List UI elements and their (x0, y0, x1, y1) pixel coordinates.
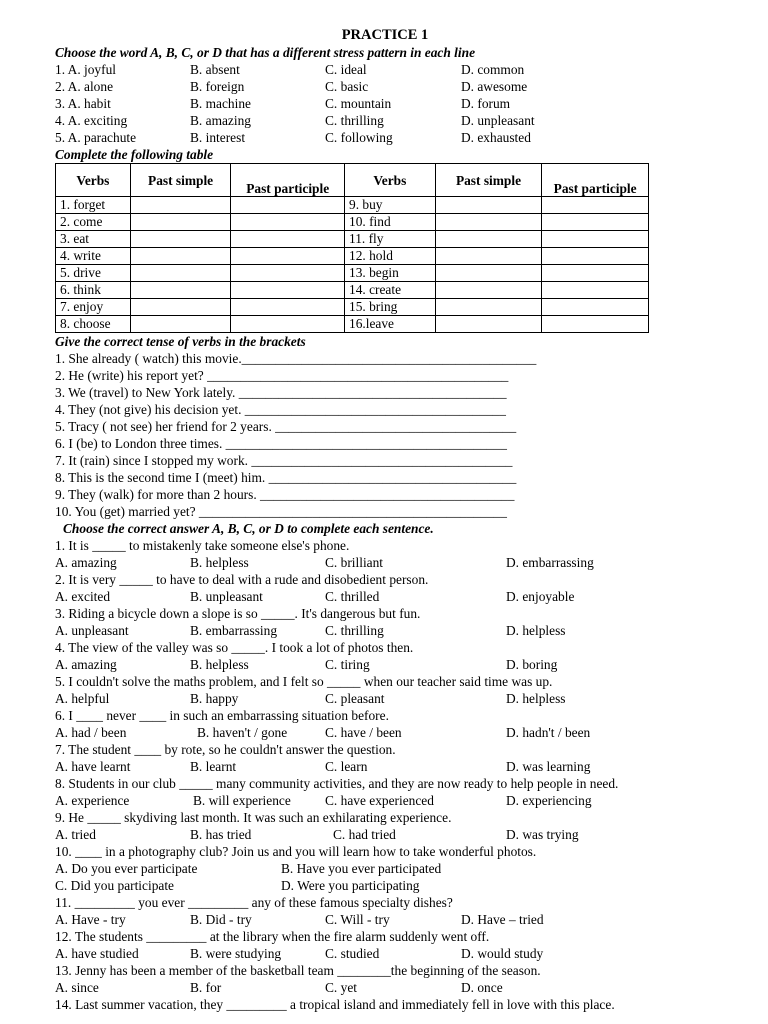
question-text: 10. You (get) married yet? ______________________________________________ (55, 504, 507, 519)
question-text: 7. It (rain) since I stopped my work. _______________________________________ (55, 453, 513, 468)
option: D. was trying (506, 827, 579, 842)
question-text: 8. This is the second time I (meet) him. _____________________________________ (55, 470, 517, 485)
table-cell-blank (130, 299, 231, 316)
table-cell-blank (130, 282, 231, 299)
option: A. amazing (55, 555, 117, 570)
answer-question-list (55, 537, 715, 843)
question-text: 7. The student ____ by rote, so he couldn't answer the question. (55, 742, 396, 757)
option: D. helpless (506, 691, 566, 706)
question-text: 8. Students in our club _____ many community activities, and they are now ready to help people in need. (55, 776, 619, 791)
option: A. had / been (55, 725, 127, 740)
option: A. helpful (55, 691, 110, 706)
option: D. embarrassing (506, 555, 594, 570)
option: D. enjoyable (506, 589, 575, 604)
tense-question-list (55, 350, 715, 520)
table-row (56, 231, 649, 248)
table-cell-verb: 15. bring (345, 299, 436, 316)
option: C. thrilling (325, 623, 384, 638)
question-text: 1. She already ( watch) this movie.____________________________________________ (55, 351, 537, 366)
table-cell-verb: 9. buy (345, 197, 436, 214)
option: D. would study (461, 946, 544, 961)
table-cell-blank (435, 197, 542, 214)
stress-question-row (55, 95, 715, 112)
worksheet-page (55, 26, 715, 1013)
option-row (55, 792, 715, 809)
table-cell-verb: 3. eat (56, 231, 131, 248)
page-title: PRACTICE 1 (341, 27, 429, 43)
option: C. tiring (325, 657, 370, 672)
option-row (55, 622, 715, 639)
option: C. following (325, 130, 393, 145)
table-cell-blank (231, 231, 345, 248)
option: C. Will - try (325, 912, 390, 927)
table-cell-verb: 8. choose (56, 316, 131, 333)
table-cell-blank (231, 316, 345, 333)
option: D. experiencing (506, 793, 592, 808)
option-row (55, 979, 715, 996)
table-cell-verb: 2. come (56, 214, 131, 231)
table-cell-verb: 13. begin (345, 265, 436, 282)
table-row (56, 299, 649, 316)
question-text: 4. They (not give) his decision yet. _______________________________________ (55, 402, 506, 417)
option: C. ideal (325, 62, 367, 77)
question-text: 6. I ____ never ____ in such an embarrassing situation before. (55, 708, 389, 723)
table-row (56, 316, 649, 333)
table-cell-blank (542, 197, 649, 214)
option: B. haven't / gone (197, 725, 288, 740)
table-cell-blank (231, 197, 345, 214)
table-cell-verb: 12. hold (345, 248, 436, 265)
table-cell-blank (231, 265, 345, 282)
option: D. helpless (506, 623, 566, 638)
table-header: Past participle (231, 164, 345, 197)
question-text: 2. It is very _____ to have to deal with a rude and disobedient person. (55, 572, 429, 587)
table-cell-blank (435, 299, 542, 316)
option: D. exhausted (461, 130, 531, 145)
option: 3. A. habit (55, 96, 111, 111)
option-row (55, 554, 715, 571)
table-cell-blank (435, 282, 542, 299)
section-heading-tense: Give the correct tense of verbs in the brackets (55, 334, 306, 349)
table-cell-verb: 14. create (345, 282, 436, 299)
option: A. excited (55, 589, 111, 604)
table-cell-verb: 10. find (345, 214, 436, 231)
option: B. embarrassing (190, 623, 278, 638)
table-row (56, 197, 649, 214)
option-row (55, 656, 715, 673)
option: 4. A. exciting (55, 113, 128, 128)
option: D. Were you participating (281, 878, 420, 893)
stress-question-row (55, 112, 715, 129)
question-text: 2. He (write) his report yet? _____________________________________________ (55, 368, 509, 383)
table-cell-blank (130, 248, 231, 265)
option: 2. A. alone (55, 79, 114, 94)
table-cell-blank (130, 197, 231, 214)
table-row (56, 248, 649, 265)
option: D. awesome (461, 79, 528, 94)
option-row (55, 860, 715, 877)
question-text: 6. I (be) to London three times. __________________________________________ (55, 436, 507, 451)
option-row (55, 945, 715, 962)
table-cell-verb: 1. forget (56, 197, 131, 214)
option: A. Do you ever participate (55, 861, 198, 876)
option: B. happy (190, 691, 239, 706)
question-text: 14. Last summer vacation, they _________ a tropical island and immediately fell in love with this place. (55, 997, 615, 1012)
option: C. learn (325, 759, 368, 774)
table-cell-blank (542, 214, 649, 231)
section-heading-table: Complete the following table (55, 147, 214, 162)
option: B. helpless (190, 555, 249, 570)
table-cell-blank (542, 316, 649, 333)
stress-question-row (55, 61, 715, 78)
table-row (56, 265, 649, 282)
option: C. have experienced (325, 793, 434, 808)
table-cell-blank (542, 265, 649, 282)
table-row (56, 282, 649, 299)
verb-table-header-row (56, 164, 649, 197)
option: C. thrilled (325, 589, 380, 604)
option: C. basic (325, 79, 369, 94)
table-cell-blank (542, 282, 649, 299)
option: D. was learning (506, 759, 591, 774)
option: B. amazing (190, 113, 251, 128)
option: D. boring (506, 657, 558, 672)
option: C. brilliant (325, 555, 384, 570)
option: C. mountain (325, 96, 392, 111)
table-cell-blank (542, 299, 649, 316)
stress-question-list (55, 61, 715, 146)
option-row (55, 690, 715, 707)
option: D. unpleasant (461, 113, 535, 128)
option-row (55, 877, 715, 894)
table-cell-blank (231, 248, 345, 265)
question-text: 3. We (travel) to New York lately. ________________________________________ (55, 385, 507, 400)
section-heading-stress: Choose the word A, B, C, or D that has a different stress pattern in each line (55, 45, 476, 60)
option: A. since (55, 980, 99, 995)
option: D. forum (461, 96, 511, 111)
table-header: Past simple (435, 164, 542, 197)
table-cell-verb: 4. write (56, 248, 131, 265)
table-cell-blank (130, 316, 231, 333)
table-cell-blank (435, 231, 542, 248)
table-cell-blank (130, 265, 231, 282)
option: A. have studied (55, 946, 139, 961)
question-text: 5. Tracy ( not see) her friend for 2 years. ____________________________________ (55, 419, 517, 434)
question-text: 11. _________ you ever _________ any of these famous specialty dishes? (55, 895, 453, 910)
question-text: 1. It is _____ to mistakenly take someone else's phone. (55, 538, 350, 553)
option: D. common (461, 62, 525, 77)
table-header: Past participle (542, 164, 649, 197)
table-cell-verb: 16.leave (345, 316, 436, 333)
option: B. foreign (190, 79, 245, 94)
table-cell-verb: 11. fly (345, 231, 436, 248)
option: A. unpleasant (55, 623, 129, 638)
table-cell-blank (130, 214, 231, 231)
question-text: 9. He _____ skydiving last month. It was such an exhilarating experience. (55, 810, 452, 825)
option: C. yet (325, 980, 357, 995)
option: C. thrilling (325, 113, 384, 128)
option: 1. A. joyful (55, 62, 117, 77)
option: 5. A. parachute (55, 130, 137, 145)
option: D. once (461, 980, 503, 995)
option-row (55, 911, 715, 928)
option: B. Did - try (190, 912, 252, 927)
option: C. have / been (325, 725, 402, 740)
option-row (55, 758, 715, 775)
table-cell-blank (435, 265, 542, 282)
option: C. had tried (333, 827, 396, 842)
table-cell-blank (231, 282, 345, 299)
table-cell-blank (435, 248, 542, 265)
table-cell-verb: 6. think (56, 282, 131, 299)
question-text: 5. I couldn't solve the maths problem, and I felt so _____ when our teacher said time was up. (55, 674, 553, 689)
option: A. tried (55, 827, 96, 842)
option-row (55, 826, 715, 843)
option: C. pleasant (325, 691, 385, 706)
table-header: Past simple (130, 164, 231, 197)
option: B. for (190, 980, 222, 995)
option: C. Did you participate (55, 878, 174, 893)
option: B. unpleasant (190, 589, 263, 604)
question-text: 12. The students _________ at the library when the fire alarm suddenly went off. (55, 929, 490, 944)
question-text: 4. The view of the valley was so _____. I took a lot of photos then. (55, 640, 414, 655)
question-text: 10. ____ in a photography club? Join us and you will learn how to take wonderful photos. (55, 844, 537, 859)
option: C. studied (325, 946, 380, 961)
option: A. Have - try (55, 912, 126, 927)
option: A. amazing (55, 657, 117, 672)
table-header: Verbs (56, 164, 131, 197)
table-cell-blank (130, 231, 231, 248)
option-row (55, 724, 715, 741)
option: B. learnt (190, 759, 237, 774)
stress-question-row (55, 129, 715, 146)
section-heading-answers: Choose the correct answer A, B, C, or D to complete each sentence. (63, 521, 434, 536)
option: D. Have – tried (461, 912, 544, 927)
option: B. has tried (190, 827, 252, 842)
question-text: 3. Riding a bicycle down a slope is so _____. It's dangerous but fun. (55, 606, 421, 621)
table-cell-verb: 7. enjoy (56, 299, 131, 316)
stress-question-row (55, 78, 715, 95)
table-cell-blank (231, 214, 345, 231)
option: B. helpless (190, 657, 249, 672)
question-text: 9. They (walk) for more than 2 hours. ______________________________________ (55, 487, 515, 502)
option: D. hadn't / been (506, 725, 591, 740)
option: A. have learnt (55, 759, 131, 774)
verb-table (55, 163, 649, 333)
table-header: Verbs (345, 164, 436, 197)
option: B. machine (190, 96, 251, 111)
table-cell-blank (231, 299, 345, 316)
option: B. Have you ever participated (281, 861, 442, 876)
option: B. absent (190, 62, 240, 77)
table-cell-blank (542, 248, 649, 265)
option-row (55, 588, 715, 605)
option: B. will experience (193, 793, 291, 808)
table-cell-blank (435, 214, 542, 231)
option: A. experience (55, 793, 130, 808)
table-cell-blank (435, 316, 542, 333)
option: B. interest (190, 130, 246, 145)
table-cell-blank (542, 231, 649, 248)
table-cell-verb: 5. drive (56, 265, 131, 282)
question-text: 13. Jenny has been a member of the basketball team ________the beginning of the season. (55, 963, 541, 978)
table-row (56, 214, 649, 231)
option: B. were studying (190, 946, 282, 961)
